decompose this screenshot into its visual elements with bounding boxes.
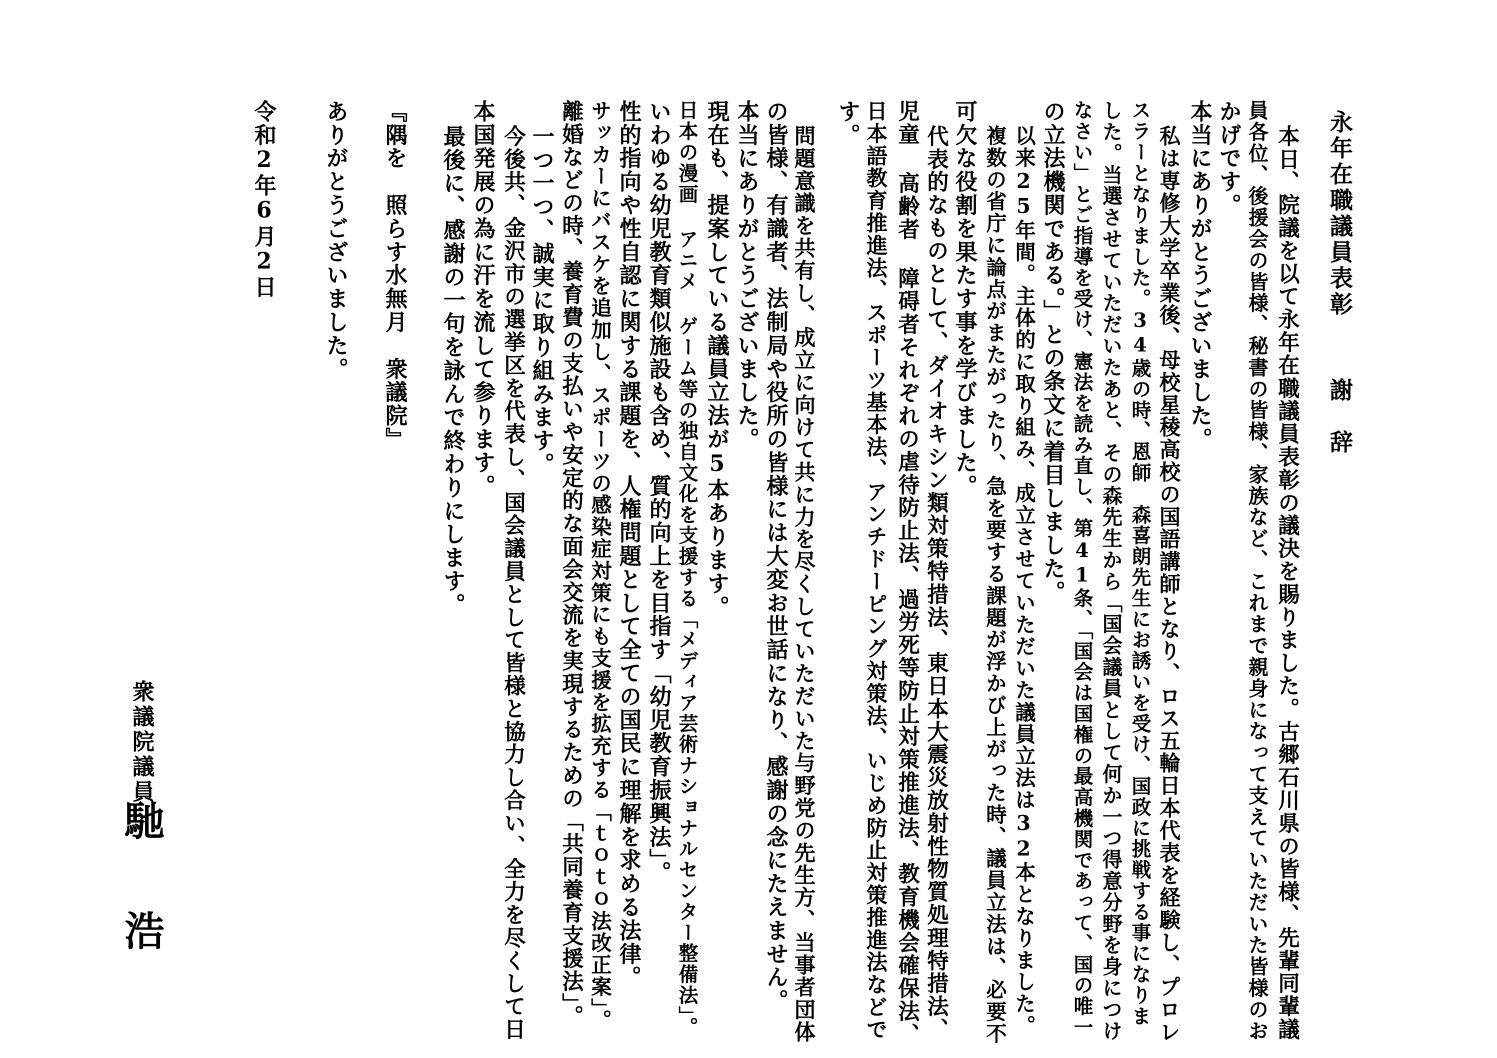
text-line: 本当にありがとうございました。 <box>734 100 760 451</box>
text-line: ありがとうございました。 <box>323 100 349 381</box>
haiku-line: 『隅を 照らす水無月 衆議院』 <box>382 100 408 451</box>
text-line: サッカーにバスケを追加し、スポーツの感染症対策にも支援を拡充する「ｔｏｔｏ法改正案」。 <box>587 100 612 1032</box>
text-line: 可欠な役割を果たす事を学びました。 <box>952 100 978 498</box>
text-line: の皆様、有識者、法制局や役所の皆様には大変お世話になり、感謝の念にたえません。 <box>763 100 789 1013</box>
text-line: スラーとなりました。34歳の時、恩師 森喜朗先生にお誘いを受け、国政に挑戦する事になりま <box>1128 100 1152 1027</box>
text-line: 本当にありがとうございました。 <box>1187 100 1213 451</box>
text-line: 複数の省庁に論点がまたがったり、急を要する課題が浮かび上がった時、議員立法は、必要不 <box>982 125 1007 1045</box>
text-line: 児童 高齢者 障碍者それぞれの虐待防止法、過労死等防止対策推進法、教育機会確保法、 <box>894 100 920 1046</box>
text-line: 本日、院議を以て永年在職議員表彰の議決を賜りました。古郷石川県の皆様、先輩同輩議 <box>1274 125 1300 1041</box>
text-line: 今後共、金沢市の選挙区を代表し、国会議員として皆様と協力し合い、全力を尽くして日 <box>500 125 526 1041</box>
text-line: した。当選させていただいたあと、その森先生から「国会議員として何か一つ得意分野を身につけ <box>1099 100 1123 1042</box>
text-line: 現在も、提案している議員立法が5本あります。 <box>704 100 730 619</box>
signature-role: 衆議院議員 <box>129 680 155 805</box>
text-line: 日本語教育推進法、スポーツ基本法、アンチドーピング対策法、いじめ防止対策推進法などで <box>864 100 889 1041</box>
text-line: 一つ一つ、誠実に取り組みます。 <box>529 125 555 476</box>
title-main: 永年在職議員表彰 <box>1326 110 1353 318</box>
document-date: 令和2年6月2日 <box>251 100 277 300</box>
title-suffix: 謝 辞 <box>1326 378 1353 456</box>
text-line: 以来25年間。主体的に取り組み、成立させていただいた議員立法は32本となりました。 <box>1011 125 1036 1037</box>
text-line: 本国発展の為に汗を流して参ります。 <box>470 100 496 498</box>
text-line: 問題意識を共有し、成立に向けて共に力を尽くしていただいた与野党の先生方、当事者団体 <box>792 125 817 1044</box>
text-line: かげです。 <box>1216 100 1242 217</box>
text-line: 員各位、後援会の皆様、秘書の皆様、家族など、これまで親身になって支えていただいた皆様のお <box>1245 100 1269 1042</box>
text-line: 離婚などの時、養育費の支払いや安定的な面会交流を実現するための「共同養育支援法」。 <box>558 100 584 1029</box>
text-line: 性的指向や性自認に関する課題を、人権問題として全ての国民に理解を求める法律。 <box>616 100 642 990</box>
text-line: の立法機関である。」との条文に着目しました。 <box>1040 100 1066 604</box>
text-line: す。 <box>835 100 861 147</box>
text-line: 私は専修大学卒業後、母校星稜高校の国語講師となり、ロス五輪日本代表を経験し、プロレ <box>1157 125 1182 1044</box>
text-line: 最後に、感謝の一句を詠んで終わりにします。 <box>440 125 466 617</box>
signature-name <box>118 800 165 950</box>
text-line: なさい」とご指導を受け、憲法を読み直し、第41条、「国会は国権の最高機関であって、国の唯一 <box>1070 100 1094 1038</box>
document-title <box>1328 110 1351 456</box>
text-line: 日本の漫画 アニメ ゲーム等の独自文化を支援する「メディア芸術ナショナルセンター整備法」。 <box>675 100 699 1038</box>
signature-name-first: 馳 <box>118 800 165 840</box>
text-line: 代表的なものとして、ダイオキシン類対策特措法、東日本大震災放射性物質処理特措法、 <box>923 125 949 1041</box>
signature-name-last: 浩 <box>118 910 165 950</box>
text-line: いわゆる幼児教育類似施設も含め、質的向上を目指す「幼児教育振興法」。 <box>646 100 672 885</box>
